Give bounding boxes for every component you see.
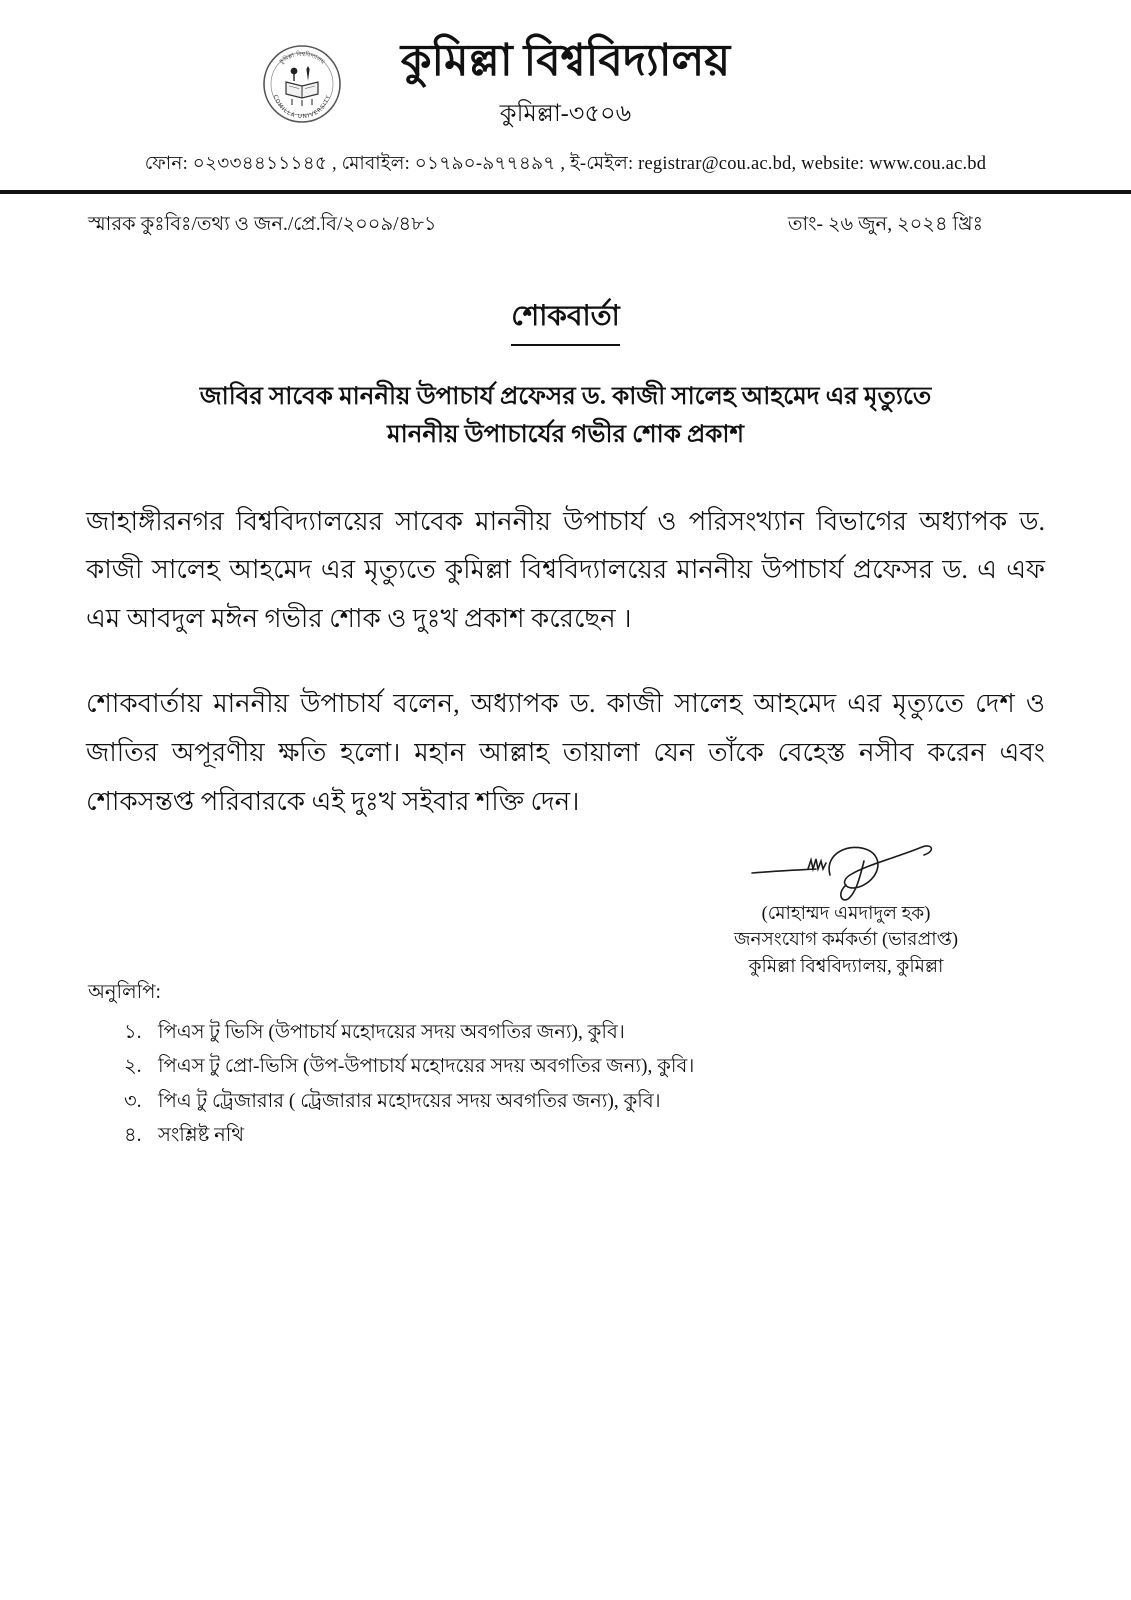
distribution-item-text: সংশ্লিষ্ট নথি [158, 1124, 244, 1146]
body-paragraph-1: জাহাঙ্গীরনগর বিশ্ববিদ্যালয়ের সাবেক মাননীয় উপাচার্য ও পরিসংখ্যান বিভাগের অধ্যাপক ড. কাজী সালেহ আহমেদ এর মৃত্যুতে কুমিল্লা বিশ্ববিদ্যালয়ের মাননীয় উপাচার্য প্রফেসর ড. এ এফ এম আবদুল মঈন গভীর শোক ও দুঃখ প্রকাশ করেছেন । [86, 506, 1045, 634]
university-name: কুমিল্লা বিশ্ববিদ্যালয় [400, 36, 731, 85]
distribution-item-number: ৩. [124, 1090, 142, 1112]
distribution-item-text: পিএ টু ট্রেজারার ( ট্রেজারার মহোদয়ের সদয় অবগতির জন্য), কুবি। [158, 1090, 661, 1112]
distribution-item-number: ২. [124, 1056, 142, 1078]
distribution-item-number: ১. [124, 1022, 142, 1043]
distribution-item-number: ৪. [124, 1124, 142, 1146]
signatory-designation: জনসংযোগ কর্মকর্তা (ভারপ্রাপ্ত) [733, 930, 959, 951]
distribution-item [124, 1054, 694, 1080]
document-title: শোকবার্তা [511, 294, 619, 346]
letterhead [0, 0, 1131, 194]
signatory-organization: কুমিল্লা বিশ্ববিদ্যালয়, কুমিল্লা [748, 956, 944, 977]
memo-date: তাং- ২৬ জুন, ২০২৪ খ্রিঃ [787, 213, 983, 235]
distribution-item-text: পিএস টু প্রো-ভিসি (উপ-উপাচার্য মহোদয়ের সদয় অবগতির জন্য), কুবি। [158, 1056, 695, 1078]
svg-text:কুমিল্লা বিশ্ববিদ্যালয়: কুমিল্লা বিশ্ববিদ্যালয় [278, 50, 326, 66]
distribution-item-text: পিএস টু ভিসি (উপাচার্য মহোদয়ের সদয় অবগতির জন্য), কুবি। [158, 1022, 625, 1043]
signature-block [681, 835, 1011, 980]
subtitle-line-1: জাবির সাবেক মাননীয় উপাচার্য প্রফেসর ড. কাজী সালেহ আহমেদ এর মৃত্যুতে [199, 382, 932, 410]
distribution-item [124, 1089, 694, 1115]
distribution-section [88, 978, 694, 1157]
memo-reference: স্মারক কুঃবিঃ/তথ্য ও জন./প্রে.বি/২০০৯/৪৮১ [88, 213, 437, 235]
header-divider [0, 190, 1131, 194]
subtitle-line-2: মাননীয় উপাচার্যের গভীর শোক প্রকাশ [387, 420, 744, 448]
distribution-item [124, 1020, 694, 1046]
body-paragraph-2: শোকবার্তায় মাননীয় উপাচার্য বলেন, অধ্যাপক ড. কাজী সালেহ আহমেদ এর মৃত্যুতে দেশ ও জাতির অপূরণীয় ক্ষতি হলো। মহান আল্লাহ তায়ালা যেন তাঁকে বেহেস্ত নসীব করেন এবং শোকসন্তপ্ত পরিবারকে এই দুঃখ সইবার শক্তি দেন। [86, 689, 1045, 816]
title-wrap [0, 294, 1131, 346]
signatory-name: (মোহাম্মদ এমদাদুল হক) [761, 904, 931, 924]
contact-info: ফোন: ০২৩৩৪৪১১১৪৫ , মোবাইল: ০১৭৯০-৯৭৭৪৯৭ , ই-মেইল: registrar@cou.ac.bd, website: www.cou.ac.bd [144, 153, 987, 174]
distribution-item [124, 1123, 694, 1149]
document-subtitle [0, 378, 1131, 454]
handwritten-signature-icon [681, 835, 1011, 901]
distribution-heading: অনুলিপি: [88, 982, 161, 1003]
university-location: কুমিল্লা-৩৫০৬ [499, 100, 632, 127]
university-seal-icon [260, 42, 344, 126]
memo-row [0, 194, 1131, 242]
svg-text:COMILLA UNIVERSITY: COMILLA UNIVERSITY [271, 94, 333, 121]
